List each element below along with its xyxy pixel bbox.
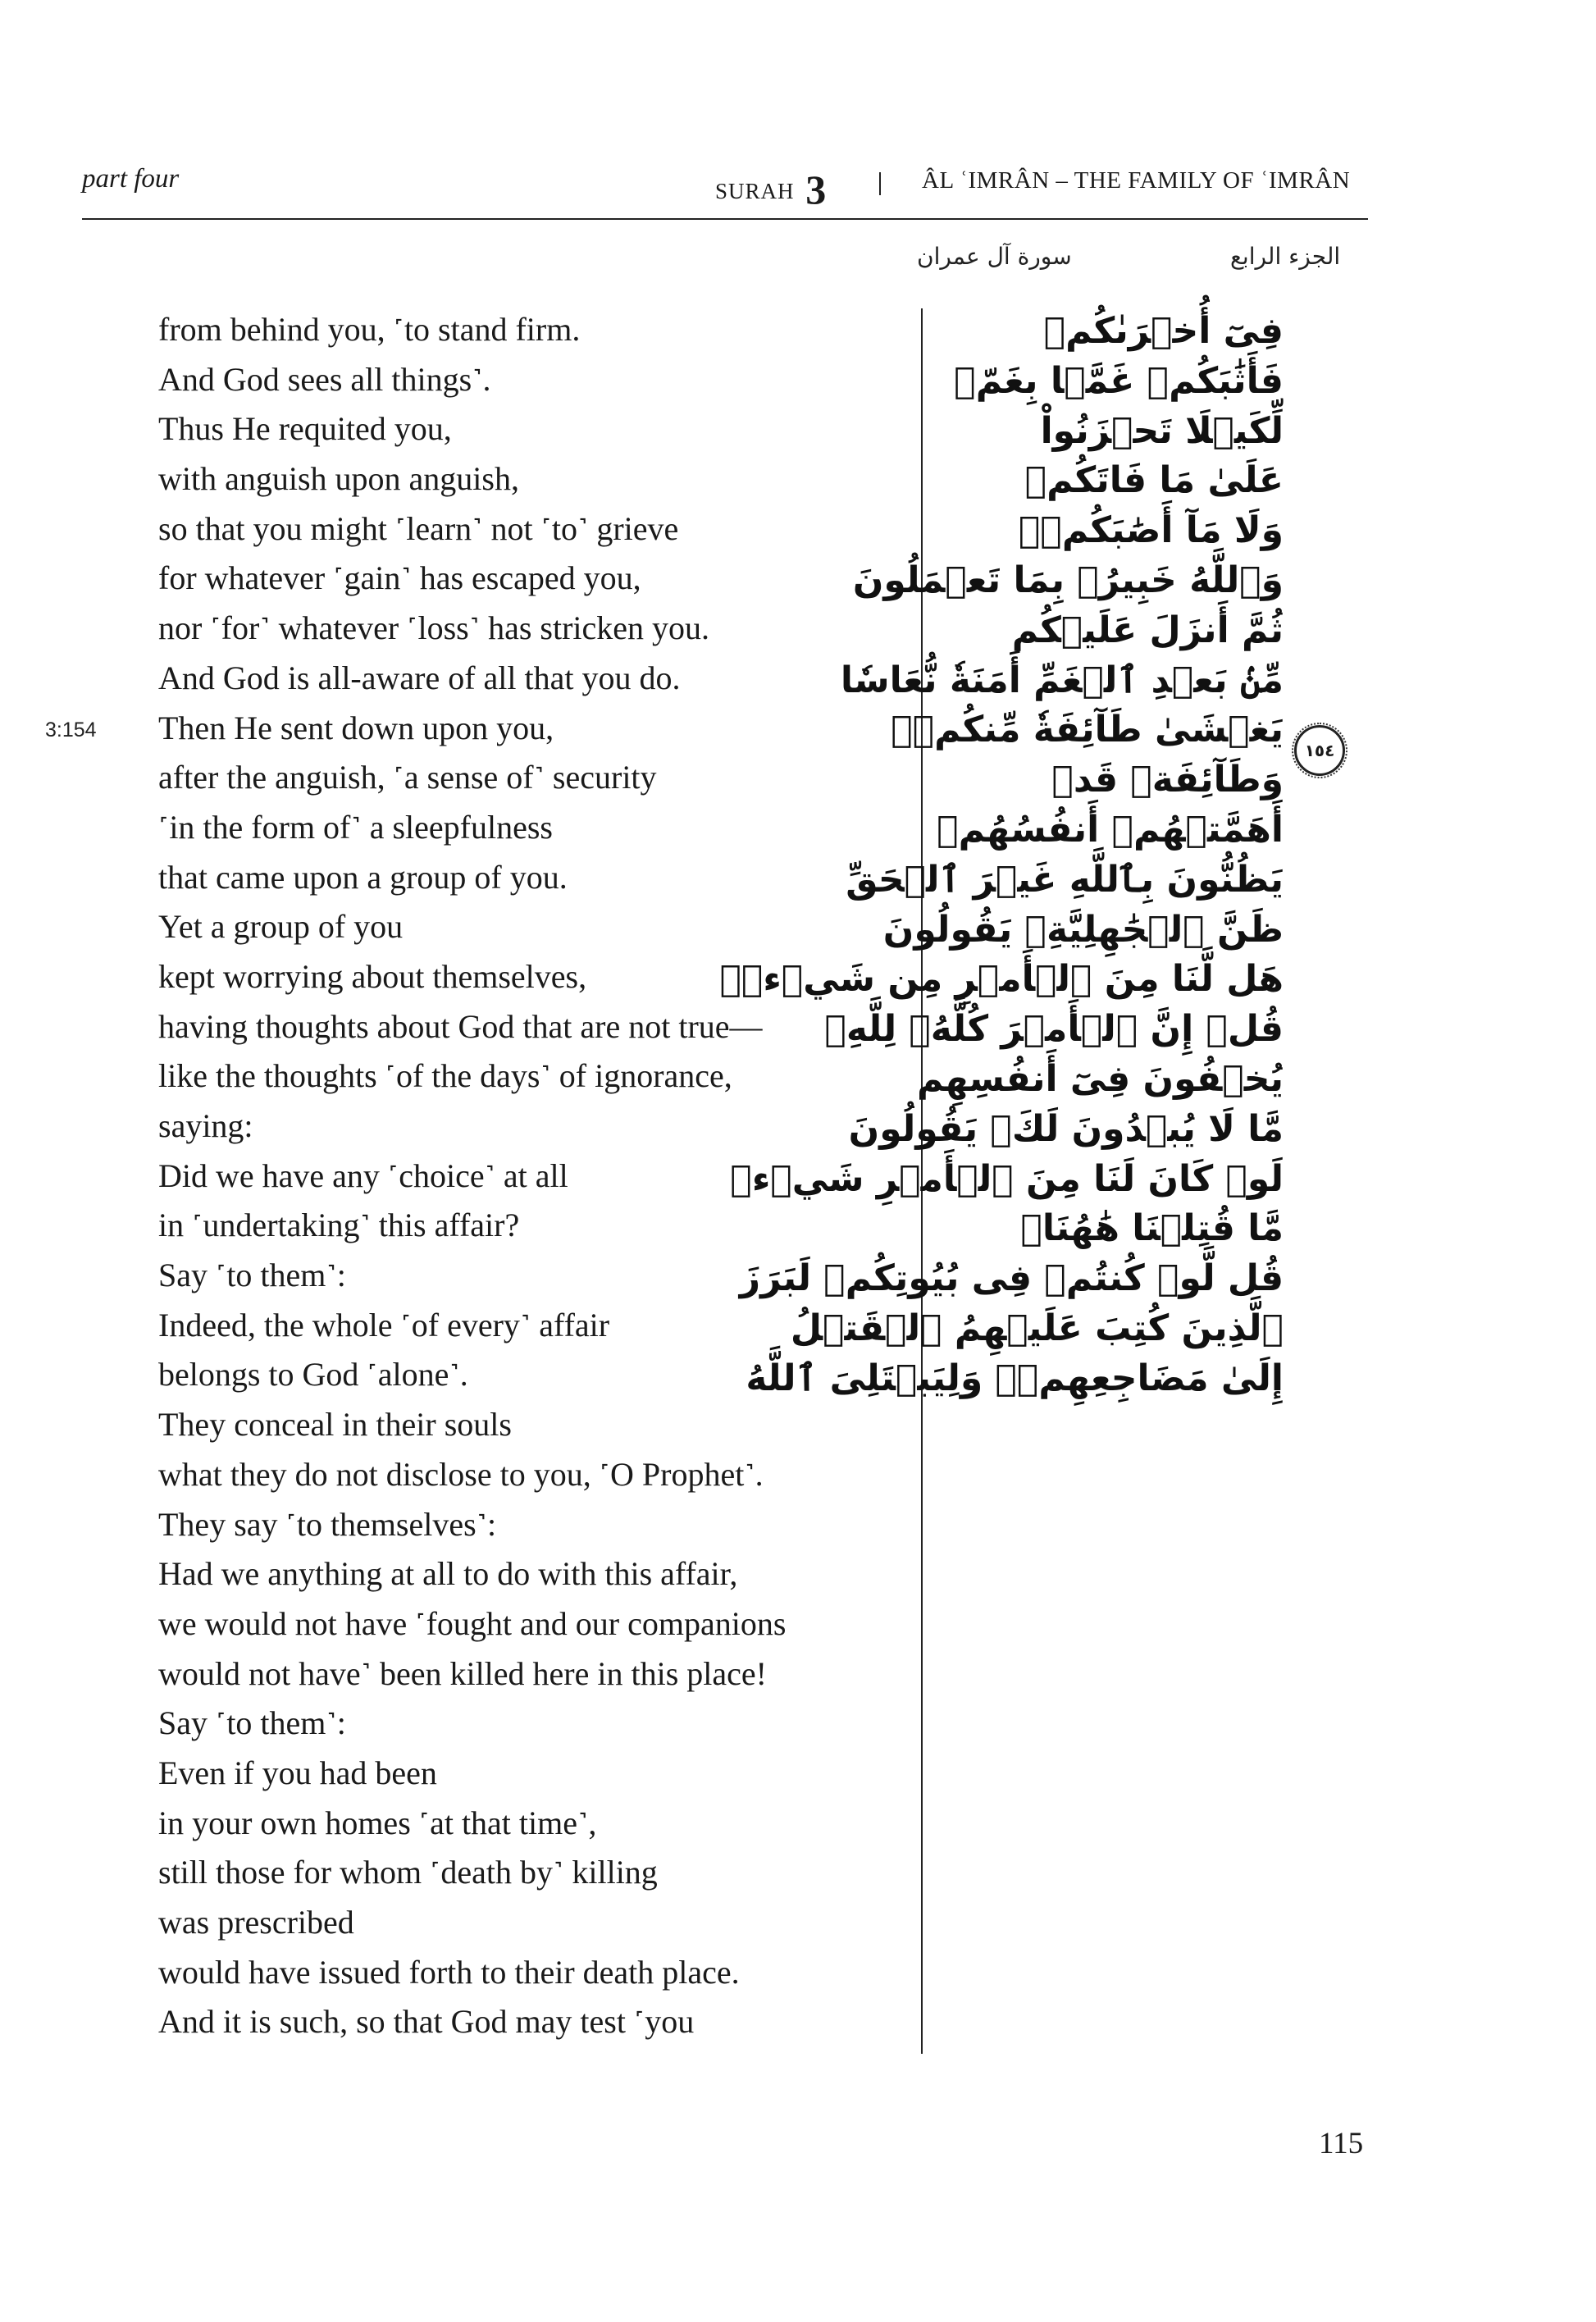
arabic-verse-line: فَأَثَٰبَكُمۡ غَمَّۢا بِغَمّٖ xyxy=(954,359,1284,402)
arabic-verse-line: أَهَمَّتۡهُمۡ أَنفُسُهُمۡ xyxy=(937,808,1284,851)
surah-label: SURAH xyxy=(715,179,795,203)
translation-line: Did we have any ˹choice˺ at all xyxy=(158,1156,568,1194)
translation-line: belongs to God ˹alone˺. xyxy=(158,1356,468,1394)
translation-line: was prescribed xyxy=(158,1904,354,1941)
arabic-verse-line: قُلۡ إِنَّ ٱلۡأَمۡرَ كُلَّهُۥ لِلَّهِۗ xyxy=(824,1008,1284,1051)
translation-line: like the thoughts ˹of the days˺ of ignorance, xyxy=(158,1057,732,1095)
translation-line: with anguish upon anguish, xyxy=(158,460,519,498)
part-label: part four xyxy=(82,164,180,194)
arabic-verse-line: هَل لَّنَا مِنَ ٱلۡأَمۡرِ مِن شَيۡءٖۗ xyxy=(719,958,1284,1001)
translation-line: for whatever ˹gain˺ has escaped you, xyxy=(158,559,641,597)
translation-line: what they do not disclose to you, ˹O Prophet˺. xyxy=(158,1455,764,1493)
translation-line: from behind you, ˹to stand firm. xyxy=(158,311,581,348)
arabic-verse-line: لَوۡ كَانَ لَنَا مِنَ ٱلۡأَمۡرِ شَيۡءٞ xyxy=(730,1157,1284,1200)
translation-line: Even if you had been xyxy=(158,1754,437,1791)
translation-line: would not have˺ been killed here in this place! xyxy=(158,1654,767,1692)
translation-line: Yet a group of you xyxy=(158,908,404,946)
translation-line: kept worrying about themselves, xyxy=(158,957,587,995)
arabic-verse-line: مَّا لَا يُبۡدُونَ لَكَۖ يَقُولُونَ xyxy=(848,1107,1284,1150)
translation-line: after the anguish, ˹a sense of˺ security xyxy=(158,759,657,796)
translation-line: in ˹undertaking˺ this affair? xyxy=(158,1207,520,1244)
arabic-verse-line: يَغۡشَىٰ طَآئِفَةٗ مِّنكُمۡۖ xyxy=(891,709,1284,751)
translation-line: ˹in the form of˺ a sleepfulness xyxy=(158,808,553,846)
arabic-verse-line: عَلَىٰ مَا فَاتَكُمۡ xyxy=(1024,459,1284,502)
arabic-verse-line: فِىٓ أُخۡرَىٰكُمۡ xyxy=(1043,310,1284,352)
verse-number: 3:154 xyxy=(45,718,97,741)
surah-number: 3 xyxy=(805,167,828,212)
translation-line: Indeed, the whole ˹of every˺ affair xyxy=(158,1306,610,1343)
arabic-verse-line: لِّكَيۡلَا تَحۡزَنُواْ xyxy=(1040,409,1284,452)
arabic-verse-line: ثُمَّ أَنزَلَ عَلَيۡكُم xyxy=(1011,609,1284,651)
arabic-verse-line: إِلَىٰ مَضَاجِعِهِمۡۖ وَلِيَبۡتَلِىَ ٱللَّهُ xyxy=(746,1357,1284,1399)
translation-line: so that you might ˹learn˺ not ˹to˺ grieve xyxy=(158,509,679,547)
translation-line: Had we anything at all to do with this affair, xyxy=(158,1555,738,1593)
arabic-verse-line: مِّنۢ بَعۡدِ ٱلۡغَمِّ أَمَنَةٗ نُّعَاسٗا xyxy=(840,659,1284,701)
translation-line: Say ˹to them˺: xyxy=(158,1704,346,1742)
arabic-verse-line: يُخۡفُونَ فِىٓ أَنفُسِهِم xyxy=(916,1057,1284,1100)
translation-line: nor ˹for˺ whatever ˹loss˺ has stricken you. xyxy=(158,609,710,647)
arabic-surah-header: سورة آل عمران xyxy=(917,243,1072,270)
translation-line: in your own homes ˹at that time˺, xyxy=(158,1804,597,1841)
arabic-verse-line: وَطَآئِفَةٞ قَدۡ xyxy=(1051,759,1284,801)
surah-heading xyxy=(715,161,828,212)
translation-line: Then He sent down upon you, xyxy=(158,709,554,746)
translation-line: we would not have ˹fought and our companions xyxy=(158,1604,787,1642)
translation-line: They conceal in their souls xyxy=(158,1406,512,1444)
arabic-verse-line: قُل لَّوۡ كُنتُمۡ فِى بُيُوتِكُمۡ لَبَرَزَ xyxy=(739,1257,1284,1300)
arabic-verse-line: مَّا قُتِلۡنَا هَٰهُنَاۗ xyxy=(1020,1207,1284,1250)
arabic-part-header: الجزء الرابع xyxy=(1230,243,1341,270)
arabic-verse-line: ظَنَّ ٱلۡجَٰهِلِيَّةِۖ يَقُولُونَ xyxy=(882,908,1284,951)
page-number: 115 xyxy=(1319,2127,1364,2160)
surah-title: ÂL ʿIMRÂN – THE FAMILY OF ʿIMRÂN xyxy=(922,167,1351,194)
header-separator xyxy=(879,172,881,195)
translation-line: Thus He requited you, xyxy=(158,410,452,448)
translation-line: saying: xyxy=(158,1107,253,1144)
translation-line: that came upon a group of you. xyxy=(158,858,568,896)
arabic-verse-line: يَظُنُّونَ بِٱللَّهِ غَيۡرَ ٱلۡحَقِّ xyxy=(846,858,1284,901)
translation-line: And God is all-aware of all that you do. xyxy=(158,659,681,696)
translation-line: still those for whom ˹death by˺ killing xyxy=(158,1854,658,1891)
translation-line: would have issued forth to their death place. xyxy=(158,1953,740,1991)
arabic-verse-line: وَلَا مَآ أَصَٰبَكُمۡۗ xyxy=(1019,509,1284,552)
translation-line: And God sees all things˺. xyxy=(158,360,491,398)
header-rule xyxy=(82,218,1368,220)
translation-line: They say ˹to themselves˺: xyxy=(158,1505,497,1543)
arabic-verse-line: ٱلَّذِينَ كُتِبَ عَلَيۡهِمُ ٱلۡقَتۡلُ xyxy=(790,1307,1284,1349)
translation-line: And it is such, so that God may test ˹you xyxy=(158,2003,695,2041)
arabic-verse-line: وَٱللَّهُ خَبِيرُۢ بِمَا تَعۡمَلُونَ xyxy=(852,559,1284,601)
translation-line: having thoughts about God that are not true— xyxy=(158,1007,763,1045)
translation-line: Say ˹to them˺: xyxy=(158,1257,346,1294)
ayah-number-marker: ١٥٤ xyxy=(1294,725,1345,776)
arabic-text-column xyxy=(719,307,1284,1404)
